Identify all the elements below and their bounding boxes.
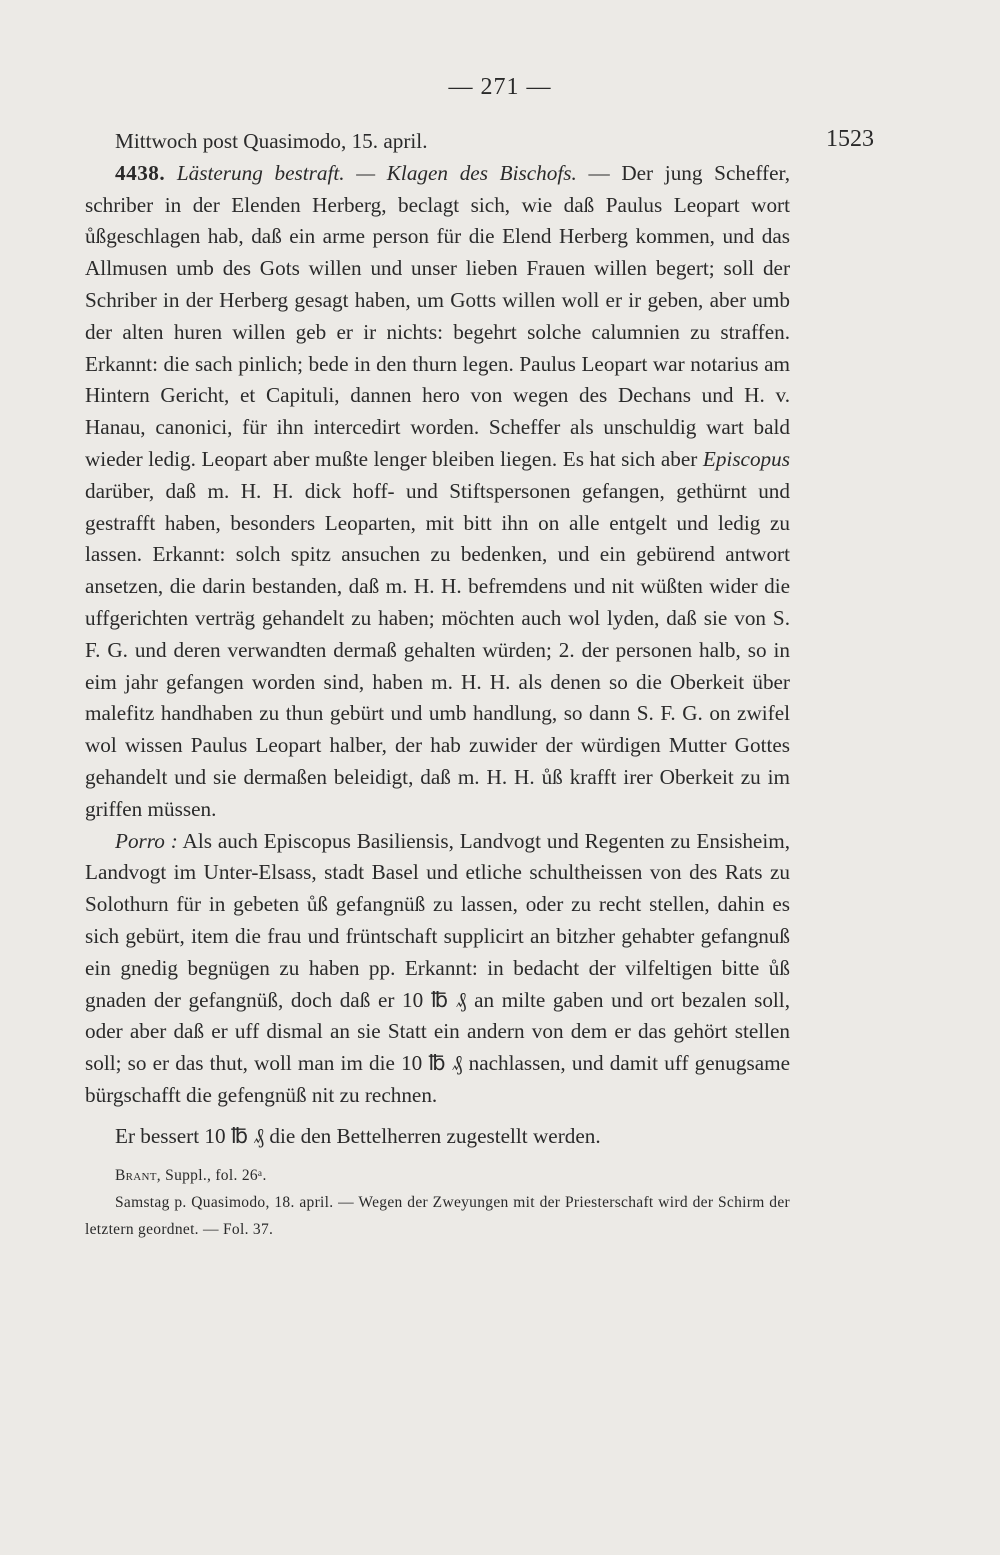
page-number: — 271 — xyxy=(448,74,552,100)
entry-paragraph xyxy=(85,158,790,826)
entry-text-b: darüber, daß m. H. H. dick hoff- und Stiftspersonen gefangen, gethürnt und gestrafft haben, besonders Leoparten, mit bitt ihn on alle entgelt und ledig zu lassen. Erkannt: solch spitz ansuchen zu bedenken, und ein gebürend antwort ansetzen, die darin bestanden, daß m. H. H. befremdens und nit wüßten wider die uffgerichten verträg gehandelt zu haben; möchten auch wol lyden, daß sie von S. F. G. und deren verwandten dermaß gehalten würden; 2. der personen halb, so in eim jahr gefangen worden sind, haben m. H. H. als denen so die Oberkeit über malefitz handhaben zu thun gebürt und umb handlung, so dann S. F. G. on zwifel wol wissen Paulus Leopart halber, der hab zuwider der würdigen Mutter Gottes gehandelt und sie dermaßen beleidigt, daß m. H. H. ůß krafft irer Oberkeit zu im griffen müssen. xyxy=(85,478,790,821)
entry-text-a: Der jung Scheffer, schriber in der Elenden Herberg, beclagt sich, wie daß Paulus Leopart wort ůßgeschlagen hab, daß ein arme person für die Elend Herberg kommen, und das Allmusen umb des Gots willen und unser lieben Frauen willen begert; soll der Schriber in der Herberg gesagt haben, um Gotts willen woll er ir geben, aber umb der alten huren willen geb er ir nichts: begehrt solche calumnien zu straffen. Erkannt: die sach pinlich; bede in den thurn legen. Paulus Leopart war notarius am Hintern Gericht, et Capituli, dannen hero von wegen des Dechans und H. v. Hanau, canonici, für ihn intercedirt worden. Scheffer als unschuldig wart bald wieder ledig. Leopart aber mußte lenger bleiben liegen. Es hat sich aber xyxy=(85,160,790,471)
footnote-entry: Samstag p. Quasimodo, 18. april. — Wegen der Zweyungen mit der Priesterschaft wird der Schirm der letztern geordnet. — Fol. 37. xyxy=(85,1193,790,1238)
title-dash: — xyxy=(576,160,622,185)
main-text xyxy=(85,126,790,1243)
source-name: Brant xyxy=(115,1166,157,1184)
episcopus-word: Episcopus xyxy=(702,446,790,471)
porro-word: Porro : xyxy=(115,828,178,853)
porro-text: Als auch Episcopus Basiliensis, Landvogt und Regenten zu Ensisheim, Landvogt im Unter-Elsass, stadt Basel und etliche schultheissen von des Rats zu Solothurn für in gebeten ůß gefangnüß zu lassen, oder zu recht stellen, dahin es sich gebürt, item die frau und früntschaft supplicirt an bitzher gehabter gefangnuß ein gnedig begnügen zu haben pp. Erkannt: in bedacht der vilfeltigen bitte ůß gnaden der gefangnüß, doch daß er 10 ℔ ₰ an milte gaben und ort bezalen soll, oder aber daß er uff dismal an sie Statt ein andern von dem er das gehört stellen soll; so er das thut, woll man im die 10 ℔ ₰ nachlassen, und damit uff genugsame bürgschafft die gefengnüß nit zu rechnen. xyxy=(85,828,790,1107)
entry-number: 4438. xyxy=(115,160,166,185)
penalty-line: Er bessert 10 ℔ ₰ die den Bettelherren zugestellt werden. xyxy=(115,1123,601,1148)
porro-paragraph xyxy=(85,826,790,1112)
dateline: Mittwoch post Quasimodo, 15. april. xyxy=(115,129,428,153)
source-rest: , Suppl., fol. 26ᵃ. xyxy=(156,1166,267,1184)
margin-year: 1523 xyxy=(826,126,874,152)
source-citation xyxy=(85,1162,790,1189)
entry-title: Lästerung bestraft. — Klagen des Bischofs. xyxy=(176,160,577,185)
